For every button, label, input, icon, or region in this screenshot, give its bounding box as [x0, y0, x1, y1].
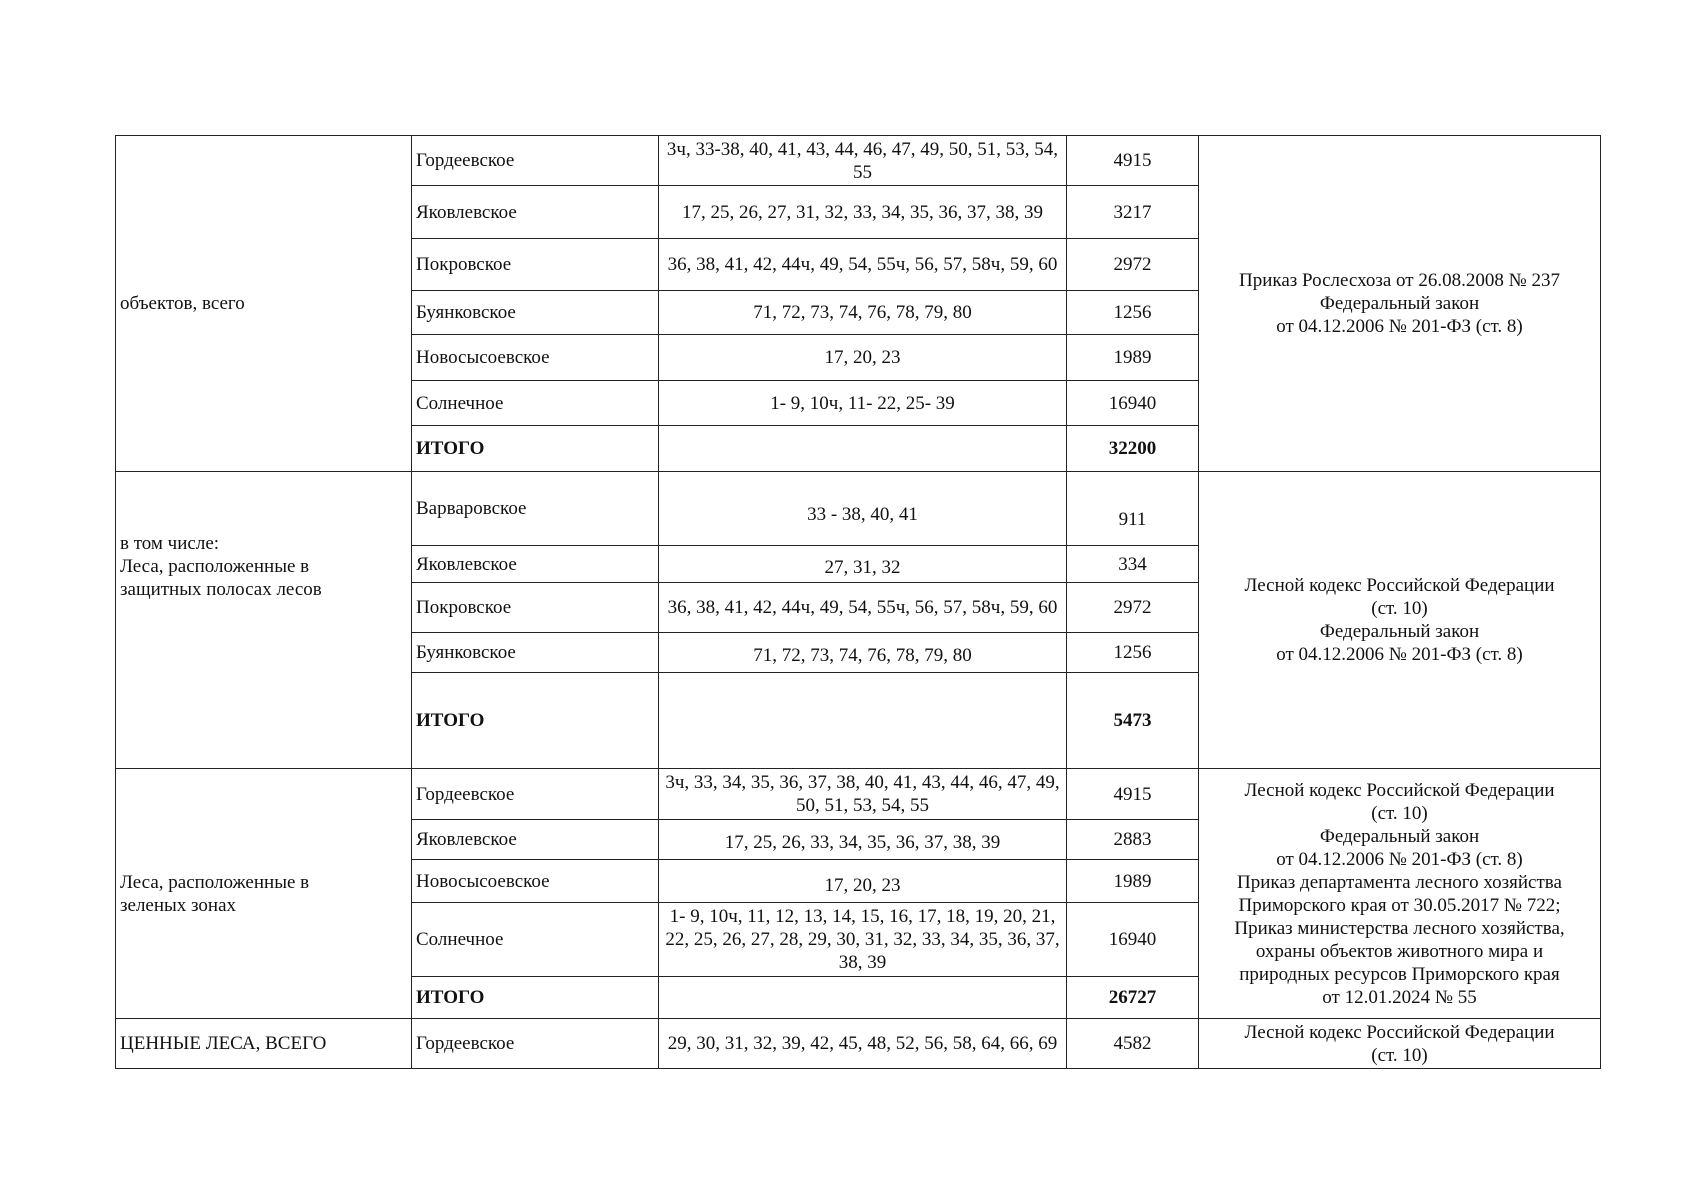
category-cell	[116, 472, 412, 769]
blocks-cell: 33 - 38, 40, 41	[659, 472, 1067, 546]
legal-basis-line: от 04.12.2006 № 201-ФЗ (ст. 8)	[1276, 316, 1523, 337]
total-area: 26727	[1067, 977, 1199, 1019]
blocks-cell: 71, 72, 73, 74, 76, 78, 79, 80	[659, 291, 1067, 335]
area-cell: 16940	[1067, 381, 1199, 426]
blocks-cell: 27, 31, 32	[659, 546, 1067, 583]
area-cell: 2883	[1067, 820, 1199, 860]
area-cell: 4915	[1067, 769, 1199, 820]
category-line: в том числе:	[120, 533, 220, 554]
category-cell	[116, 769, 412, 1019]
category-cell	[116, 136, 412, 472]
legal-basis-cell	[1199, 769, 1601, 1019]
blocks-cell: 29, 30, 31, 32, 39, 42, 45, 48, 52, 56, 58, 64, 66, 69	[659, 1019, 1067, 1069]
district-cell: Покровское	[412, 239, 659, 291]
table-row	[116, 472, 1601, 546]
district-cell: Покровское	[412, 583, 659, 633]
blocks-cell: 17, 20, 23	[659, 860, 1067, 903]
district-cell: Яковлевское	[412, 186, 659, 239]
area-cell: 1989	[1067, 860, 1199, 903]
district-cell: Варваровское	[412, 472, 659, 546]
legal-basis-line: от 12.01.2024 № 55	[1322, 986, 1477, 1008]
legal-basis-line: (ст. 10)	[1371, 802, 1428, 824]
total-label: ИТОГО	[412, 426, 659, 472]
district-cell: Новосысоевское	[412, 335, 659, 381]
legal-basis-line: Федеральный закон	[1319, 293, 1480, 314]
area-cell: 16940	[1067, 903, 1199, 977]
blocks-cell-empty	[659, 426, 1067, 472]
district-cell: Солнечное	[412, 903, 659, 977]
category-label: объектов, всего	[120, 293, 245, 314]
total-area: 32200	[1067, 426, 1199, 472]
blocks-cell: 3ч, 33-38, 40, 41, 43, 44, 46, 47, 49, 50, 51, 53, 54, 55	[659, 136, 1067, 186]
legal-basis-line: Приказ Рослесхоза от 26.08.2008 № 237	[1239, 270, 1560, 291]
legal-basis-cell	[1199, 136, 1601, 472]
legal-basis-cell	[1199, 1019, 1601, 1069]
blocks-cell: 36, 38, 41, 42, 44ч, 49, 54, 55ч, 56, 57, 58ч, 59, 60	[659, 583, 1067, 633]
area-cell: 911	[1067, 472, 1199, 546]
category-cell	[116, 1019, 412, 1069]
legal-basis-line: Приказ министерства лесного хозяйства,	[1234, 917, 1565, 939]
table-row	[116, 769, 1601, 820]
category-label: ЦЕННЫЕ ЛЕСА, ВСЕГО	[120, 1033, 327, 1054]
area-cell: 4582	[1067, 1019, 1199, 1069]
district-cell: Яковлевское	[412, 820, 659, 860]
district-cell: Гордеевское	[412, 136, 659, 186]
area-cell: 1989	[1067, 335, 1199, 381]
table-row	[116, 1019, 1601, 1069]
area-cell: 4915	[1067, 136, 1199, 186]
district-cell: Гордеевское	[412, 769, 659, 820]
category-line: Леса, расположенные в	[120, 556, 310, 577]
legal-basis-line: (ст. 10)	[1371, 598, 1428, 619]
legal-basis-line: от 04.12.2006 № 201-ФЗ (ст. 8)	[1276, 644, 1523, 665]
protective-forests-table	[115, 135, 1601, 1069]
total-label: ИТОГО	[412, 977, 659, 1019]
legal-basis-line: Лесной кодекс Российской Федерации	[1244, 779, 1555, 801]
category-line: Леса, расположенные в	[120, 871, 310, 893]
category-line: защитных полосах лесов	[120, 579, 322, 600]
category-line: зеленых зонах	[120, 894, 237, 916]
blocks-cell: 17, 25, 26, 33, 34, 35, 36, 37, 38, 39	[659, 820, 1067, 860]
blocks-cell: 1- 9, 10ч, 11, 12, 13, 14, 15, 16, 17, 18, 19, 20, 21, 22, 25, 26, 27, 28, 29, 30, 31, 32, 33, 34, 35, 36, 37, 38, 39	[659, 903, 1067, 977]
legal-basis-line: Приказ департамента лесного хозяйства	[1237, 871, 1562, 893]
blocks-cell-empty	[659, 673, 1067, 769]
district-cell: Буянковское	[412, 633, 659, 673]
legal-basis-line: (ст. 10)	[1371, 1044, 1428, 1066]
total-label: ИТОГО	[412, 673, 659, 769]
legal-basis-line: охраны объектов животного мира и	[1255, 940, 1544, 962]
legal-basis-line: Лесной кодекс Российской Федерации	[1244, 575, 1555, 596]
area-cell: 1256	[1067, 633, 1199, 673]
area-cell: 334	[1067, 546, 1199, 583]
legal-basis-line: Федеральный закон	[1319, 825, 1480, 847]
legal-basis-cell	[1199, 472, 1601, 769]
blocks-cell: 71, 72, 73, 74, 76, 78, 79, 80	[659, 633, 1067, 673]
blocks-cell-empty	[659, 977, 1067, 1019]
area-cell: 1256	[1067, 291, 1199, 335]
legal-basis-line: Федеральный закон	[1319, 621, 1480, 642]
legal-basis-line: от 04.12.2006 № 201-ФЗ (ст. 8)	[1276, 848, 1523, 870]
legal-basis-line: Лесной кодекс Российской Федерации	[1244, 1021, 1555, 1043]
legal-basis-line: Приморского края от 30.05.2017 № 722;	[1238, 894, 1561, 916]
blocks-cell: 17, 20, 23	[659, 335, 1067, 381]
area-cell: 3217	[1067, 186, 1199, 239]
district-cell: Буянковское	[412, 291, 659, 335]
district-cell: Гордеевское	[412, 1019, 659, 1069]
legal-basis-line: природных ресурсов Приморского края	[1239, 963, 1560, 985]
blocks-cell: 1- 9, 10ч, 11- 22, 25- 39	[659, 381, 1067, 426]
district-cell: Новосысоевское	[412, 860, 659, 903]
table-row	[116, 136, 1601, 186]
total-area: 5473	[1067, 673, 1199, 769]
blocks-cell: 17, 25, 26, 27, 31, 32, 33, 34, 35, 36, 37, 38, 39	[659, 186, 1067, 239]
area-cell: 2972	[1067, 583, 1199, 633]
district-cell: Солнечное	[412, 381, 659, 426]
blocks-cell: 36, 38, 41, 42, 44ч, 49, 54, 55ч, 56, 57, 58ч, 59, 60	[659, 239, 1067, 291]
blocks-cell: 3ч, 33, 34, 35, 36, 37, 38, 40, 41, 43, 44, 46, 47, 49, 50, 51, 53, 54, 55	[659, 769, 1067, 820]
district-cell: Яковлевское	[412, 546, 659, 583]
area-cell: 2972	[1067, 239, 1199, 291]
